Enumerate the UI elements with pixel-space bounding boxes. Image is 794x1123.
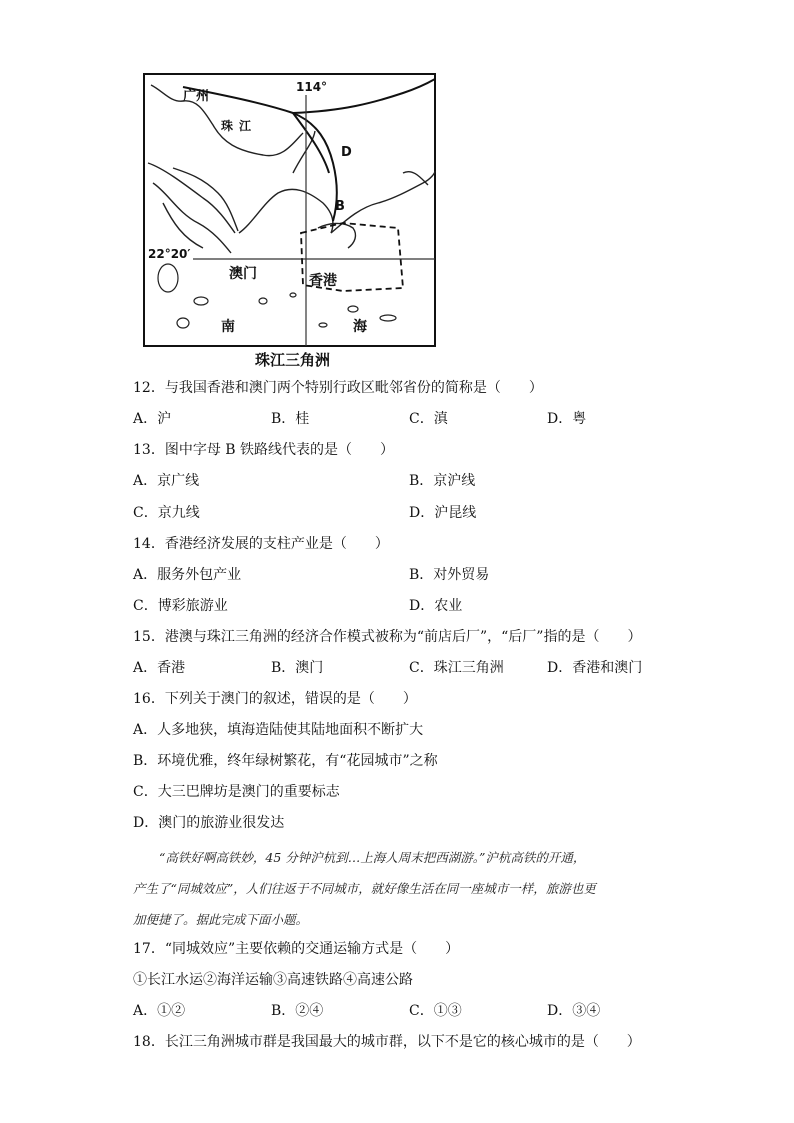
passage-line-2: 产生了“同城效应”，人们往返于不同城市，就好像生活在同一座城市一样，旅游也更: [133, 881, 596, 896]
question-18-stem: 18．长江三角洲城市群是我国最大的城市群，以下不是它的核心城市的是（ ）: [133, 1034, 641, 1050]
question-12-stem: 12．与我国香港和澳门两个特别行政区毗邻省份的简称是（ ）: [133, 380, 543, 396]
q14-option-c[interactable]: C．博彩旅游业: [133, 598, 228, 614]
q13-option-c[interactable]: C．京九线: [133, 505, 200, 521]
passage-line-1: “高铁好啊高铁妙，45 分钟沪杭到…上海人周末把西湖游。”沪杭高铁的开通，: [159, 850, 586, 865]
q16-option-a[interactable]: A．人多地狭，填海造陆使其陆地面积不断扩大: [133, 722, 424, 738]
q12-option-c[interactable]: C．滇: [409, 411, 448, 427]
label-nan: 南: [221, 319, 235, 335]
label-zhu: 珠: [221, 119, 234, 133]
label-longitude: 114°: [296, 80, 328, 94]
q15-option-a[interactable]: A．香港: [133, 660, 186, 676]
q12-option-b[interactable]: B．桂: [271, 411, 310, 427]
q13-option-d[interactable]: D．沪昆线: [409, 505, 477, 521]
label-macau: 澳门: [229, 266, 257, 282]
q14-option-a[interactable]: A．服务外包产业: [133, 567, 242, 583]
question-14-stem: 14．香港经济发展的支柱产业是（ ）: [133, 536, 389, 552]
label-guangzhou: 广州: [183, 89, 210, 104]
question-16-stem: 16．下列关于澳门的叙述，错误的是（ ）: [133, 691, 417, 707]
q14-option-d[interactable]: D．农业: [409, 598, 463, 614]
q17-option-c[interactable]: C．①③: [409, 1003, 462, 1019]
label-d: D: [341, 145, 352, 160]
label-hai: 海: [353, 319, 367, 335]
label-jiang: 江: [239, 119, 252, 133]
label-b: B: [335, 199, 345, 214]
label-hong-kong: 香港: [309, 273, 337, 289]
q15-option-d[interactable]: D．香港和澳门: [547, 660, 643, 676]
q12-option-d[interactable]: D．粤: [547, 411, 587, 427]
q12-option-a[interactable]: A．沪: [133, 411, 172, 427]
q17-option-d[interactable]: D．③④: [547, 1003, 601, 1019]
question-17-stem: 17．“同城效应”主要依赖的交通运输方式是（ ）: [133, 941, 460, 957]
q16-option-c[interactable]: C．大三巴牌坊是澳门的重要标志: [133, 784, 340, 800]
q17-option-b[interactable]: B．②④: [271, 1003, 324, 1019]
reading-passage: [133, 842, 663, 935]
question-17-statements: ①长江水运②海洋运输③高速铁路④高速公路: [133, 972, 413, 988]
q15-option-c[interactable]: C．珠江三角洲: [409, 660, 504, 676]
q15-option-b[interactable]: B．澳门: [271, 660, 324, 676]
q13-option-b[interactable]: B．京沪线: [409, 473, 476, 489]
passage-line-3: 加便捷了。据此完成下面小题。: [133, 912, 309, 927]
q16-option-d[interactable]: D．澳门的旅游业很发达: [133, 815, 285, 831]
map-frame: [144, 74, 435, 346]
q13-option-a[interactable]: A．京广线: [133, 473, 200, 489]
map-svg: [143, 73, 436, 371]
question-15-stem: 15．港澳与珠江三角洲的经济合作模式被称为“前店后厂”，“后厂”指的是（ ）: [133, 629, 642, 645]
q17-option-a[interactable]: A．①②: [133, 1003, 186, 1019]
map-caption: 珠江三角洲: [255, 351, 331, 369]
label-latitude: 22°20′: [148, 247, 191, 261]
q14-option-b[interactable]: B．对外贸易: [409, 567, 490, 583]
question-13-stem: 13．图中字母 B 铁路线代表的是（ ）: [133, 442, 395, 458]
q16-option-b[interactable]: B．环境优雅，终年绿树繁花，有“花园城市”之称: [133, 753, 438, 769]
pearl-river-delta-map: [143, 73, 436, 371]
